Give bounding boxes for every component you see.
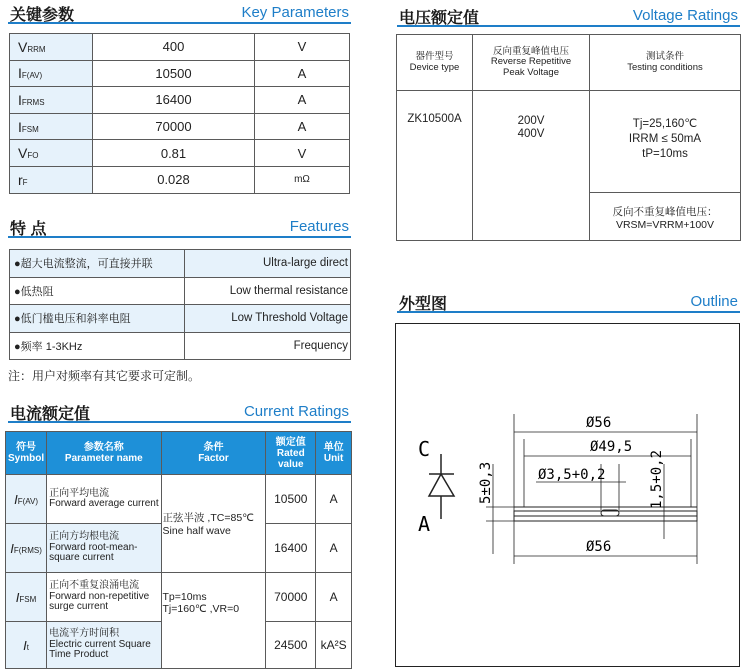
cur-sym-2: IFSM: [6, 573, 47, 622]
col-rated: 额定值 Rated value: [266, 432, 316, 475]
anode-label: A: [418, 512, 431, 536]
current-title-cn: 电流额定值: [10, 406, 91, 423]
dim-d56-bottom-label: Ø56: [586, 539, 612, 555]
key-params-header: [8, 2, 351, 24]
cur-val-3: 24500: [266, 622, 316, 669]
feature-row: [10, 305, 351, 333]
outline-title-cn: 外型图: [399, 296, 448, 313]
key-params-table: [9, 33, 350, 194]
kp-unit: A: [255, 87, 350, 114]
features-header: [8, 216, 351, 238]
kp-unit: mΩ: [255, 166, 350, 193]
outline-drawing: [396, 324, 739, 666]
cur-param-3: 电流平方时间积 Electric current Square Time Product: [47, 622, 161, 669]
cur-param-1: 正向方均根电流 Forward root-mean-square current: [47, 524, 161, 573]
key-param-row: [10, 60, 350, 87]
vr-cond1: Tj=25,160℃ IRRM ≤ 50mA tP=10ms: [590, 91, 741, 193]
cathode-label: C: [418, 437, 431, 461]
key-param-row: [10, 113, 350, 140]
kp-symbol: VRRM: [10, 34, 93, 61]
cur-factor-2: Tp=10ms Tj=160℃ ,VR=0: [161, 573, 266, 669]
kp-unit: A: [255, 113, 350, 140]
feature-en: Frequency: [185, 332, 351, 360]
key-params-title-cn: 关键参数: [10, 7, 75, 24]
feature-row: [10, 250, 351, 278]
kp-value: 0.81: [93, 140, 255, 167]
col-unit: 单位 Unit: [316, 432, 352, 475]
col-param: 参数名称 Parameter name: [47, 432, 161, 475]
vr-col-cond: 测试条件 Testing conditions: [590, 35, 741, 91]
current-table: [5, 431, 352, 669]
cur-sym-0: IF(AV): [6, 475, 47, 524]
kp-value: 70000: [93, 113, 255, 140]
cur-factor-1: 正弦半波 ,TC=85℃ Sine half wave: [161, 475, 266, 573]
features-note: 注：用户对频率有其它要求可定制。: [8, 369, 201, 383]
dim-d35-label: Ø3,5+0,2: [538, 467, 606, 483]
cur-val-0: 10500: [266, 475, 316, 524]
features-table: [9, 249, 351, 360]
key-param-row: [10, 34, 350, 61]
dim-h5-label: 5±0,3: [478, 461, 494, 504]
feature-en: Low thermal resistance: [185, 277, 351, 305]
cur-unit-0: A: [316, 475, 352, 524]
feature-en: Low Threshold Voltage: [185, 305, 351, 333]
voltage-title-cn: 电压额定值: [399, 10, 480, 27]
cur-unit-3: kA²S: [316, 622, 352, 669]
outline-header: [397, 291, 740, 313]
voltage-header: [397, 5, 740, 27]
diode-triangle: [429, 474, 454, 496]
key-param-row: [10, 87, 350, 114]
kp-symbol: VFO: [10, 140, 93, 167]
feature-row: [10, 277, 351, 305]
vr-device: ZK10500A: [397, 91, 473, 241]
features-title-en: Features: [289, 218, 349, 235]
feature-cn: ●超大电流整流，可直接并联: [10, 250, 185, 278]
current-header: [8, 401, 351, 423]
voltage-table: [396, 34, 741, 241]
vr-volts: 200V 400V: [473, 91, 590, 241]
kp-symbol: IFRMS: [10, 87, 93, 114]
kp-unit: V: [255, 34, 350, 61]
dim-d56-top-label: Ø56: [586, 415, 612, 431]
kp-value: 0.028: [93, 166, 255, 193]
col-symbol: 符号 Symbol: [6, 432, 47, 475]
feature-cn: ●低门槛电压和斜率电阻: [10, 305, 185, 333]
kp-value: 400: [93, 34, 255, 61]
cur-param-2: 正向不重复浪涌电流 Forward non-repetitive surge current: [47, 573, 161, 622]
feature-cn: ●低热阻: [10, 277, 185, 305]
cur-val-2: 70000: [266, 573, 316, 622]
feature-cn: ●频率 1-3KHz: [10, 332, 185, 360]
cur-sym-1: IF(RMS): [6, 524, 47, 573]
current-title-en: Current Ratings: [243, 403, 349, 420]
outline-drawing-frame: [395, 323, 740, 667]
kp-symbol: rF: [10, 166, 93, 193]
cur-unit-1: A: [316, 524, 352, 573]
key-params-title-en: Key Parameters: [241, 4, 349, 21]
dim-d49-label: Ø49,5: [590, 439, 633, 455]
feature-en: Ultra-large direct: [185, 250, 351, 278]
col-factor: 条件 Factor: [161, 432, 266, 475]
vr-col-rep: 反向重复峰值电压 Reverse Repetitive Peak Voltage: [473, 35, 590, 91]
kp-symbol: IFSM: [10, 113, 93, 140]
kp-value: 16400: [93, 87, 255, 114]
feature-row: [10, 332, 351, 360]
features-title-cn: 特 点: [10, 221, 47, 238]
cur-val-1: 16400: [266, 524, 316, 573]
vr-cond2: 反向不重复峰值电压： VRSM=VRRM+100V: [590, 193, 741, 241]
cur-unit-2: A: [316, 573, 352, 622]
kp-unit: A: [255, 60, 350, 87]
cur-sym-3: It: [6, 622, 47, 669]
vr-col-type: 器件型号 Device type: [397, 35, 473, 91]
outline-title-en: Outline: [690, 293, 738, 310]
voltage-title-en: Voltage Ratings: [632, 7, 738, 24]
kp-unit: V: [255, 140, 350, 167]
key-param-row: [10, 166, 350, 193]
dim-h15-label: 1,5+0,2: [649, 449, 665, 509]
kp-symbol: IF(AV): [10, 60, 93, 87]
key-param-row: [10, 140, 350, 167]
kp-value: 10500: [93, 60, 255, 87]
cur-param-0: 正向平均电流 Forward average current: [47, 475, 161, 524]
